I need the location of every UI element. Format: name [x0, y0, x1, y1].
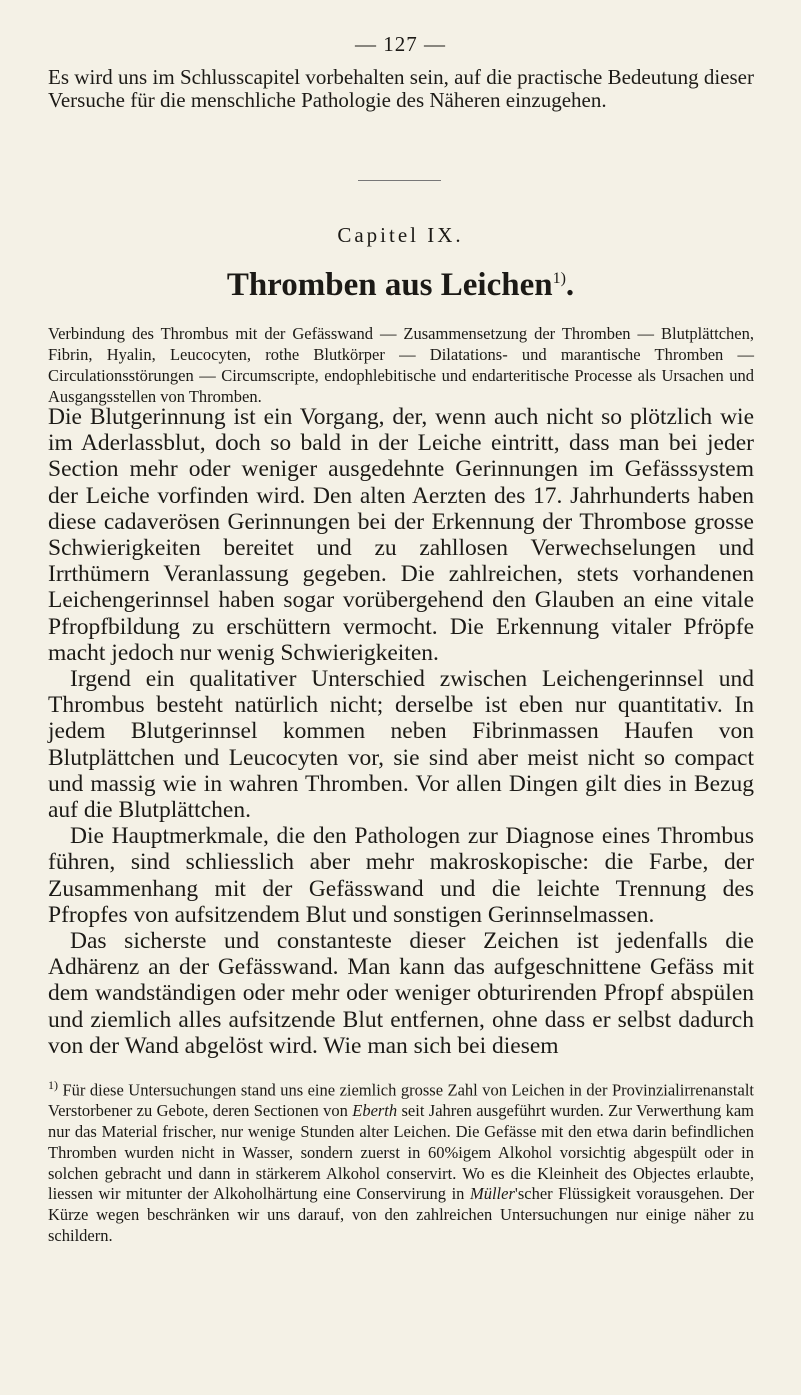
paragraph: Die Hauptmerkmale, die den Pathologen zur Diagnose eines Thrombus führen, sind schliesslich aber mehr makroskopische: die Farbe, der Zusammenhang mit der Gefässwand und die leichte Trennung des Pfropfes von aufsitzendem Blut und sonstigen Gerinnselmassen.: [48, 823, 754, 928]
footnote-name-mueller: Müller: [469, 1184, 515, 1204]
chapter-summary: Verbindung des Thrombus mit der Gefässwand — Zusammensetzung der Thromben — Blutplättchen, Fibrin, Hyalin, Leucocyten, rothe Blutkörper — Dilatations- und marantische Thromben — Circulationsstörungen — Circumscripte, endophlebitische und endarteritische Processe als Ursachen und Ausgangsstellen von Thromben.: [48, 324, 754, 406]
intro-paragraph: Es wird uns im Schlusscapitel vorbehalten sein, auf die practische Bedeutung dieser Versuche für die menschliche Pathologie des Näheren einzugehen.: [48, 65, 754, 112]
chapter-title: Thromben aus Leichen$^{1)}$.: [226, 267, 575, 303]
paragraph: Die Blutgerinnung ist ein Vorgang, der, wenn auch nicht so plötzlich wie im Aderlassblut, doch so bald in der Leiche eintritt, dass man bei jeder Section mehr oder weniger ausgedehnte Gerinnungen im Gefässsystem der Leiche vorfinden wird. Den alten Aerzten des 17. Jahrhunderts haben diese cadaverösen Gerinnungen bei der Erkennung der Thrombose grosse Schwierigkeiten bereitet und zu zahllosen Verwechselungen und Irrthümern Veranlassung gegeben. Die zahlreichen, stets vorhandenen Leichengerinnsel haben sogar vorübergehend den Glauben an eine vitale Pfropfbildung zu erschüttern vermocht. Die Erkennung vitaler Pfröpfe macht jedoch nur wenig Schwierigkeiten.: [48, 404, 754, 666]
page-number: — 127 —: [355, 32, 446, 56]
chapter-title-text: Thromben aus Leichen: [226, 267, 553, 303]
footnote-reference: 1): [552, 270, 566, 287]
paragraph: Irgend ein qualitativer Unterschied zwischen Leichengerinnsel und Thrombus besteht natürlich nicht; derselbe ist eben nur quantitativ. In jedem Blutgerinnsel kommen neben Fibrinmassen Haufen von Blutplättchen und Leucocyten vor, sie sind aber meist nicht so compact und massig wie in wahren Thromben. Vor allen Dingen gilt dies in Bezug auf die Blutplättchen.: [48, 666, 754, 824]
footnote-text-1: Für diese Untersuchungen stand uns eine ziemlich grosse Zahl von Leichen in der Provinzialirrenanstalt Verstorbener zu Gebote, deren Sectionen von: [48, 1080, 754, 1121]
footnote-marker: 1): [48, 1078, 58, 1092]
footnote-name-eberth: Eberth: [352, 1101, 398, 1121]
paragraph: Das sicherste und constanteste dieser Zeichen ist jedenfalls die Adhärenz an der Gefässwand. Man kann das aufgeschnittene Gefäss mit dem wandständigen oder mehr oder weniger obturirenden Pfropf abspülen und ziemlich alles aufsitzende Blut entfernen, ohne dass er selbst dadurch von der Wand abgelöst wird. Wie man sich bei diesem: [48, 928, 754, 1059]
chapter-label: Capitel IX.: [337, 223, 464, 247]
footnote-text-3: 'scher Flüssigkeit vorausgehen. Der Kürze wegen beschränken wir uns darauf, von den zahlreichen Untersuchungen nur einige näher zu schildern.: [48, 1184, 754, 1246]
section-divider: [358, 180, 441, 181]
footnote-text-2: seit Jahren ausgeführt wurden. Zur Verwerthung kam nur das Material frischer, nur wenige Stunden alter Leichen. Die Gefässe mit den etwa darin befindlichen Thromben wurden nicht in Wasser, sondern zuerst in 60%igem Alkohol vorsichtig abgespült oder in solchen gebracht und dann in stärkerem Alkohol conservirt. Wo es die Kleinheit des Objectes erlaubte, liessen wir mitunter der Alkoholhärtung eine Conservirung in: [48, 1101, 755, 1204]
body-text: [48, 404, 754, 1059]
footnote: [48, 1075, 754, 1247]
